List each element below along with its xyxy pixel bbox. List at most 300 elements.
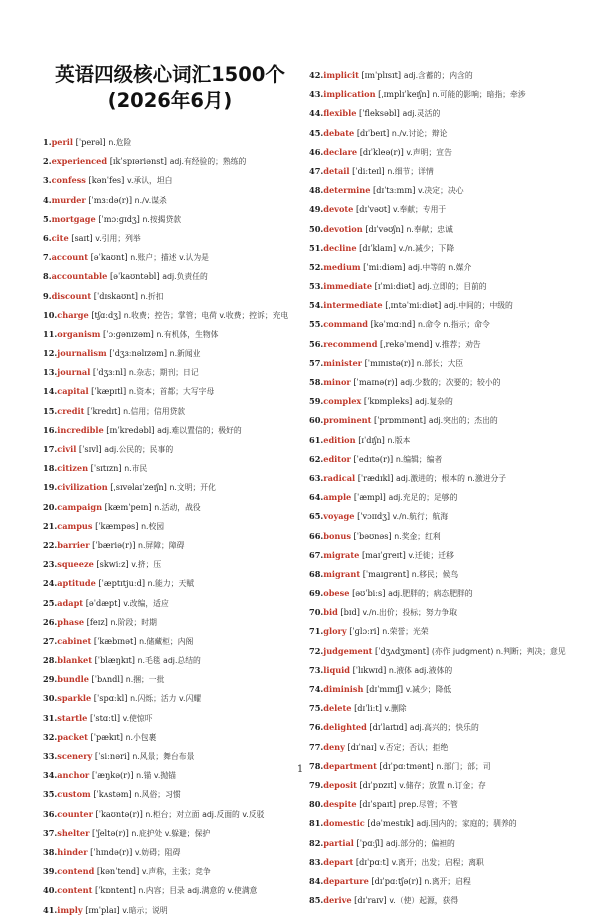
- entry-phonetic: [ˈfleksəbl]: [356, 108, 403, 119]
- entry-phonetic: [dɪˈpɒzɪt]: [356, 779, 400, 790]
- entry-phonetic: [ˈhɪndə(r)]: [87, 846, 135, 857]
- entry-definition: adj.突出的；杰出的: [428, 416, 498, 426]
- entry-word: domestic: [323, 818, 365, 829]
- entry-definition: adj.公民的；民事的: [104, 445, 174, 454]
- entry-word: department: [323, 760, 377, 771]
- entry-number: 81.: [309, 818, 324, 829]
- entry-definition: n.阶段；时期: [110, 617, 157, 627]
- entry-word: delete: [323, 703, 352, 714]
- entry-word: glory: [323, 626, 347, 637]
- entry-number: 25.: [43, 597, 58, 608]
- entry-number: 17.: [43, 444, 58, 454]
- entry-definition: n.校园: [141, 521, 165, 531]
- entry-number: 1.: [43, 137, 52, 147]
- entry-phonetic: [dɪˈpɑːtmənt]: [376, 760, 437, 771]
- entry-phonetic: [tʃɑːdʒ]: [88, 309, 124, 320]
- entry-number: 62.: [309, 453, 324, 464]
- entry-phonetic: [bɪd]: [337, 607, 363, 618]
- entry-word: recommend: [323, 338, 378, 349]
- entry-number: 70.: [309, 607, 324, 618]
- entry-number: 38.: [43, 846, 58, 857]
- entry-phonetic: [ˈkɒmpleks]: [361, 396, 415, 407]
- vocab-entry: [309, 680, 594, 699]
- vocab-entry: [309, 507, 594, 526]
- entry-phonetic: [ˈʃeltə(r)]: [89, 827, 132, 838]
- entry-word: startle: [57, 712, 88, 723]
- entry-phonetic: [ˈæptɪtjuːd]: [95, 578, 148, 589]
- entry-word: obese: [323, 588, 350, 599]
- entry-phonetic: [ˈlɪkwɪd]: [349, 664, 389, 675]
- vocab-entry: [43, 248, 293, 267]
- entry-word: counter: [57, 808, 93, 819]
- entry-phonetic: [ˈdʒɜːnəlɪzəm]: [106, 348, 170, 359]
- vocab-entry: [43, 651, 293, 670]
- entry-word: imply: [57, 904, 83, 915]
- vocab-entry: [309, 872, 594, 891]
- vocab-entry: [43, 306, 293, 325]
- entry-definition: adj.少数的；次要的；较小的: [400, 378, 501, 387]
- entry-definition: n.资本；首都；大写字母: [128, 387, 215, 397]
- entry-phonetic: [əˈdæpt]: [83, 597, 124, 608]
- entry-number: 58.: [309, 377, 324, 387]
- vocab-entry: [43, 728, 293, 747]
- entry-phonetic: [əˈkaʊntəbl]: [107, 271, 163, 282]
- entry-word: contend: [57, 866, 95, 877]
- entry-word: prominent: [323, 415, 372, 426]
- entry-definition: n.细节；详情: [387, 166, 434, 176]
- entry-word: mortgage: [51, 213, 96, 224]
- entry-definition: n.奉献；忠诚: [406, 224, 453, 234]
- entry-definition: v.改编，适应: [123, 598, 169, 608]
- entry-definition: n.市民: [124, 464, 148, 474]
- entry-phonetic: [dɪˈvəʊʃn]: [362, 223, 407, 234]
- entry-phonetic: [dɪˈraɪv]: [351, 895, 390, 906]
- vocab-entry: [309, 315, 594, 334]
- entry-number: 14.: [43, 386, 58, 397]
- entry-phonetic: [skwiːz]: [93, 559, 132, 570]
- entry-phonetic: [ˈbæriə(r)]: [89, 539, 139, 550]
- vocab-entry: [43, 191, 293, 210]
- entry-definition: n.奖金；红利: [394, 531, 441, 541]
- entry-word: editor: [323, 453, 351, 464]
- entry-definition: n.液体 adj.液体的: [388, 665, 453, 675]
- entry-phonetic: [ˈspɑːkl]: [91, 693, 131, 704]
- entry-definition: n.活动，战役: [154, 502, 201, 512]
- entry-number: 68.: [309, 568, 324, 579]
- entry-definition: v./n.航行；航海: [392, 512, 449, 522]
- vocab-entry: [43, 459, 293, 478]
- entry-word: derive: [323, 895, 352, 906]
- word-list-right: [309, 66, 594, 910]
- entry-number: 64.: [309, 492, 324, 503]
- entry-word: charge: [57, 309, 89, 320]
- entry-word: devote: [323, 204, 354, 215]
- entry-word: immediate: [323, 281, 373, 292]
- entry-word: content: [57, 885, 93, 896]
- vocab-entry: [309, 392, 594, 411]
- entry-word: diminish: [323, 684, 364, 694]
- entry-number: 54.: [309, 300, 324, 311]
- entry-word: accountable: [51, 271, 108, 282]
- entry-number: 2.: [43, 156, 52, 167]
- entry-definition: n.可能的影响；暗指；牵涉: [432, 90, 526, 100]
- entry-number: 21.: [43, 520, 58, 531]
- entry-word: deny: [323, 741, 345, 752]
- entry-phonetic: [ɪˈmiːdiət]: [372, 281, 418, 292]
- entry-phonetic: [dɪˈmɪnɪʃ]: [363, 684, 406, 694]
- entry-phonetic: [ˈpækɪt]: [87, 731, 126, 742]
- vocab-entry: [309, 776, 594, 795]
- entry-phonetic: [ˈdʒɜːnl]: [90, 367, 129, 378]
- vocab-entry: [43, 402, 293, 421]
- entry-word: credit: [57, 405, 85, 416]
- entry-phonetic: [dɪˈspaɪt]: [356, 799, 399, 810]
- vocab-entry: [43, 152, 293, 171]
- entry-definition: n.毛毯 adj.总结的: [137, 656, 201, 666]
- entry-definition: v.挤；压: [131, 560, 162, 570]
- entry-word: incredible: [57, 424, 104, 435]
- vocab-entry: [309, 143, 594, 162]
- entry-phonetic: [ˈbəʊnəs]: [350, 530, 395, 541]
- entry-phonetic: [ˈkɒntent]: [92, 885, 139, 896]
- vocab-entry: [309, 603, 594, 622]
- entry-number: 18.: [43, 463, 58, 474]
- vocab-entry: [309, 642, 594, 661]
- vocab-entry: [43, 517, 293, 536]
- entry-word: deposit: [323, 779, 357, 790]
- entry-definition: v.储存；放置 n.订金；存: [399, 780, 486, 790]
- entry-phonetic: [ˈkʌstəm]: [90, 789, 135, 800]
- entry-word: scenery: [57, 751, 93, 761]
- vocab-entry: [309, 834, 594, 853]
- entry-number: 4.: [43, 194, 52, 205]
- entry-phonetic: [ˈblæŋkɪt]: [92, 655, 138, 666]
- entry-word: intermediate: [323, 300, 383, 311]
- entry-definition: n.庇护处 v.躲避；保护: [131, 828, 211, 838]
- entry-definition: v.决定；决心: [418, 186, 464, 196]
- entry-phonetic: [ˈmɔːɡɪdʒ]: [95, 213, 143, 224]
- entry-definition: v.（使）起源，获得: [389, 896, 459, 906]
- entry-word: bid: [323, 607, 338, 618]
- page-number: 1: [296, 764, 304, 775]
- entry-phonetic: [ˈmɜːdə(r)]: [85, 194, 135, 205]
- vocab-entry: [309, 411, 594, 430]
- entry-definition: adj.复杂的: [414, 397, 453, 407]
- vocab-entry: [43, 632, 293, 651]
- entry-number: 23.: [43, 559, 58, 570]
- entry-number: 74.: [309, 684, 324, 694]
- entry-number: 48.: [309, 185, 324, 196]
- entry-number: 63.: [309, 472, 324, 483]
- entry-number: 24.: [43, 578, 58, 589]
- entry-phonetic: [kənˈfes]: [85, 175, 127, 186]
- vocab-entry: [43, 171, 293, 190]
- entry-phonetic: [maɪˈɡreɪt]: [359, 549, 409, 560]
- entry-word: campaign: [57, 501, 103, 512]
- vocab-entry: [309, 853, 594, 872]
- entry-number: 57.: [309, 357, 324, 368]
- entry-number: 84.: [309, 875, 324, 886]
- entry-number: 80.: [309, 799, 324, 810]
- entry-definition: v./n.出价；投标；努力争取: [362, 608, 458, 618]
- entry-definition: n.风景；舞台布景: [132, 752, 195, 761]
- entry-number: 46.: [309, 146, 324, 157]
- entry-definition: n.信用；信用贷款: [123, 406, 186, 416]
- vocab-entry: [43, 555, 293, 574]
- entry-phonetic: [ˈkæbɪnət]: [91, 635, 140, 646]
- entry-word: custom: [57, 789, 91, 800]
- entry-definition: v.减少；降低: [405, 685, 452, 694]
- entry-definition: n.小包裹: [125, 732, 157, 742]
- vocab-entry: [43, 862, 293, 881]
- entry-definition: adj.高兴的；快乐的: [409, 723, 479, 733]
- vocab-entry: [43, 709, 293, 728]
- entry-definition: v.使惊吓: [122, 713, 153, 723]
- vocab-entry: [309, 181, 594, 200]
- entry-number: 49.: [309, 204, 324, 215]
- entry-phonetic: [ˈstɑːtl]: [87, 712, 123, 723]
- entry-word: bonus: [323, 530, 351, 541]
- entry-phonetic: [ˈmɪnɪstə(r)]: [362, 357, 417, 368]
- entry-phonetic: [dɪˈbeɪt]: [354, 127, 392, 138]
- entry-phonetic: [ˈɡlɔːri]: [346, 626, 383, 637]
- entry-phonetic: [ˈmaɪnə(r)]: [350, 377, 401, 387]
- entry-number: 77.: [309, 741, 324, 752]
- entry-definition: n.有机体，生物体: [156, 329, 219, 339]
- entry-phonetic: [ˈɔːɡənɪzəm]: [100, 328, 157, 339]
- entry-phonetic: [dɪˈpɑːt]: [353, 856, 392, 867]
- entry-word: civil: [57, 444, 77, 454]
- vocab-entry: [309, 738, 594, 757]
- entry-number: 33.: [43, 751, 58, 761]
- vocab-entry: [43, 229, 293, 248]
- entry-number: 5.: [43, 213, 52, 224]
- entry-phonetic: [ˈperəl]: [73, 137, 109, 147]
- entry-phonetic: [ˈedɪtə(r)]: [350, 453, 396, 464]
- entry-word: debate: [323, 127, 355, 138]
- vocab-entry: [43, 478, 293, 497]
- entry-definition: n./v.谋杀: [134, 195, 167, 205]
- entry-number: 85.: [309, 895, 324, 906]
- entry-word: decline: [323, 242, 357, 253]
- vocab-entry: [309, 814, 594, 833]
- entry-word: packet: [57, 731, 88, 742]
- entry-number: 83.: [309, 856, 324, 867]
- vocab-entry: [309, 718, 594, 737]
- entry-phonetic: [kənˈtend]: [94, 866, 142, 877]
- entry-phonetic: [feɪz]: [84, 616, 111, 627]
- entry-definition: n.版本: [387, 435, 411, 445]
- title-line-1: 英语四级核心词汇1500个: [55, 63, 285, 86]
- entry-word: barrier: [57, 539, 90, 550]
- entry-definition: v.声明；宣告: [406, 147, 452, 157]
- entry-number: 47.: [309, 165, 324, 176]
- entry-word: liquid: [323, 664, 350, 675]
- entry-number: 10.: [43, 309, 58, 320]
- entry-word: murder: [51, 194, 86, 205]
- entry-phonetic: [ˈæmpl]: [351, 492, 389, 503]
- entry-number: 40.: [43, 885, 58, 896]
- entry-phonetic: [dɪˈkleə(r)]: [357, 146, 407, 157]
- entry-definition: n.杂志；期刊；日记: [128, 368, 199, 378]
- entry-word: edition: [323, 434, 356, 445]
- vocab-entry: [309, 488, 594, 507]
- entry-number: 44.: [309, 108, 324, 119]
- entry-number: 20.: [43, 501, 58, 512]
- entry-phonetic: [ɪmˈplɪsɪt]: [358, 70, 404, 80]
- entry-number: 34.: [43, 770, 58, 781]
- entry-definition: n.部门；部；司: [436, 761, 491, 771]
- entry-number: 71.: [309, 626, 324, 637]
- entry-number: 79.: [309, 779, 324, 790]
- vocab-entry: [43, 210, 293, 229]
- vocab-entry: [43, 287, 293, 306]
- entry-phonetic: [kəˈmɑːnd]: [368, 319, 418, 330]
- vocab-entry: [43, 325, 293, 344]
- entry-phonetic: [əˈkaʊnt]: [88, 252, 131, 263]
- vocab-entry: [309, 124, 594, 143]
- entry-number: 16.: [43, 424, 58, 435]
- vocab-entry: [309, 66, 594, 85]
- vocab-entry: [309, 85, 594, 104]
- entry-phonetic: [ɪnˈkredəbl]: [103, 424, 158, 435]
- vocab-entry: [43, 805, 293, 824]
- entry-word: declare: [323, 146, 358, 157]
- entry-word: minister: [323, 357, 363, 368]
- vocab-entry: [309, 891, 594, 910]
- entry-definition: n.账户；描述 v.认为是: [130, 253, 209, 263]
- word-list-left: [43, 133, 293, 920]
- entry-word: shelter: [57, 827, 90, 838]
- entry-number: 76.: [309, 722, 324, 733]
- vocab-entry: [309, 335, 594, 354]
- vocab-entry: [309, 622, 594, 641]
- entry-definition: n.折扣: [140, 291, 164, 301]
- entry-number: 26.: [43, 616, 58, 627]
- vocab-entry: [43, 440, 293, 459]
- entry-word: cite: [51, 232, 69, 243]
- entry-word: adapt: [57, 597, 84, 608]
- entry-number: 56.: [309, 338, 324, 349]
- entry-word: migrant: [323, 568, 361, 579]
- entry-phonetic: [ˈrædɪkl]: [355, 472, 397, 483]
- entry-word: experienced: [51, 156, 108, 167]
- entry-number: 19.: [43, 482, 58, 493]
- vocab-entry: [309, 296, 594, 315]
- entry-number: 72.: [309, 645, 324, 656]
- entry-number: 73.: [309, 664, 324, 675]
- vocab-entry: [309, 795, 594, 814]
- entry-number: 41.: [43, 904, 58, 915]
- vocab-entry: [309, 661, 594, 680]
- vocab-entry: [43, 824, 293, 843]
- vocab-entry: [309, 699, 594, 718]
- entry-number: 9.: [43, 290, 52, 301]
- entry-phonetic: [ˈkæpɪtl]: [88, 386, 129, 397]
- entry-definition: n.屏障；障碍: [138, 540, 185, 550]
- entry-definition: v.声称，主张；竞争: [141, 867, 211, 877]
- entry-definition: n.内容；目录 adj.满意的 v.使满意: [138, 886, 258, 896]
- entry-number: 37.: [43, 827, 58, 838]
- entry-word: minor: [323, 377, 351, 387]
- entry-definition: adj.灵活的: [402, 109, 441, 119]
- entry-number: 51.: [309, 242, 324, 253]
- entry-definition: n.荣誉；光荣: [382, 627, 429, 637]
- entry-word: ample: [323, 492, 352, 503]
- entry-definition: v.迁徙；迁移: [408, 550, 454, 560]
- vocab-entry: [43, 344, 293, 363]
- entry-definition: n.捆；一批: [125, 675, 165, 685]
- vocab-entry: [309, 354, 594, 373]
- vocab-entry: [43, 843, 293, 862]
- entry-word: despite: [323, 799, 357, 810]
- entry-phonetic: [ˈsɪtɪzn]: [88, 463, 125, 474]
- entry-number: 42.: [309, 70, 324, 80]
- vocab-entry: [43, 901, 293, 920]
- entry-phonetic: [ˈdiːteɪl]: [349, 165, 388, 176]
- entry-word: migrate: [323, 549, 360, 560]
- entry-number: 22.: [43, 539, 58, 550]
- entry-word: partial: [323, 837, 354, 848]
- entry-definition: n.离开；启程: [424, 876, 471, 886]
- entry-definition: adj.激进的；根本的 n.激进分子: [396, 473, 507, 483]
- entry-phonetic: [ˈpɑːʃl]: [353, 837, 386, 848]
- entry-phonetic: [kæmˈpeɪn]: [102, 501, 155, 512]
- entry-phonetic: [ˌɪntəˈmiːdiət]: [382, 300, 444, 311]
- entry-phonetic: [ɪˈdɪʃn]: [355, 434, 388, 445]
- entry-word: discount: [51, 290, 92, 301]
- vocab-entry: [309, 104, 594, 123]
- vocab-entry: [309, 162, 594, 181]
- entry-phonetic: [ˌɪmplɪˈkeɪʃn]: [375, 89, 433, 100]
- vocab-entry: [43, 689, 293, 708]
- entry-number: 66.: [309, 530, 324, 541]
- entry-word: hinder: [57, 846, 88, 857]
- entry-number: 31.: [43, 712, 58, 723]
- entry-definition: n.风俗；习惯: [134, 790, 181, 800]
- vocab-entry: [309, 450, 594, 469]
- entry-definition: n.文明；开化: [169, 483, 216, 493]
- vocab-entry: [43, 574, 293, 593]
- entry-number: 67.: [309, 549, 324, 560]
- entry-word: capital: [57, 386, 89, 397]
- entry-number: 39.: [43, 866, 58, 877]
- entry-phonetic: [dɪˈlaɪtɪd]: [366, 722, 410, 733]
- entry-word: complex: [323, 396, 362, 407]
- entry-phonetic: [ˈæŋkə(r)]: [89, 770, 137, 781]
- entry-phonetic: [ˈmaɪɡrənt]: [360, 568, 412, 579]
- entry-phonetic: [ˈdʒʌdʒmənt]: [372, 645, 432, 656]
- vocab-entry: [309, 565, 594, 584]
- entry-phonetic: [ˈdɪskaʊnt]: [91, 290, 141, 301]
- vocab-entry: [309, 277, 594, 296]
- entry-word: campus: [57, 520, 93, 531]
- entry-definition: n.新闻业: [169, 349, 201, 359]
- entry-definition: adj.含蓄的；内含的: [403, 71, 473, 80]
- entry-definition: adj.有经验的；熟练的: [169, 157, 247, 167]
- entry-number: 15.: [43, 405, 58, 416]
- entry-word: radical: [323, 472, 356, 483]
- entry-phonetic: [əʊˈbiːs]: [349, 588, 389, 599]
- entry-number: 65.: [309, 511, 324, 522]
- entry-word: journal: [57, 367, 91, 378]
- vocab-entry: [309, 258, 594, 277]
- entry-definition: adj.负责任的: [162, 272, 208, 282]
- entry-number: 69.: [309, 588, 324, 599]
- entry-number: 30.: [43, 693, 58, 704]
- entry-number: 36.: [43, 808, 58, 819]
- entry-number: 75.: [309, 703, 324, 714]
